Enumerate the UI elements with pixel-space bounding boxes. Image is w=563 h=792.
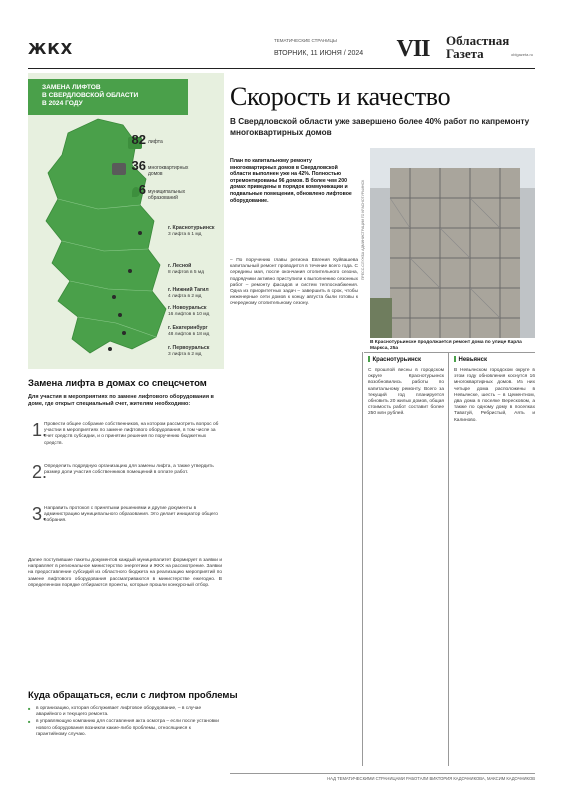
stat-buildings-value: 36 — [131, 158, 146, 173]
section-divider — [364, 352, 535, 353]
city-name: г. Екатеринбург — [168, 325, 208, 331]
city-name: г. Новоуральск — [168, 305, 207, 311]
city-lesnoy — [168, 263, 204, 276]
column-divider — [362, 352, 363, 766]
main-deck: В Свердловской области уже завершено более 40% работ по капремонту многоквартирных домов — [230, 117, 530, 137]
step-number: 3. — [32, 504, 48, 524]
main-headline: Скорость и качество — [230, 82, 451, 111]
issue-date: ВТОРНИК, 11 ИЮНЯ / 2024 — [274, 50, 364, 57]
building-photo — [370, 148, 535, 338]
newspaper-logo — [446, 34, 509, 60]
stat-municipalities-label-2: образований — [148, 195, 178, 201]
step-number: 1. — [32, 420, 48, 440]
city-krasnoturinsk — [168, 225, 214, 238]
page-footer: НАД ТЕМАТИЧЕСКИМИ СТРАНИЦАМИ РАБОТАЛИ ВИКТОРИЯ КАДОЧНИКОВА, МАКСИМ КАДОЧНИКОВ — [327, 776, 535, 781]
city-nizhny-tagil — [168, 287, 209, 300]
city-pervouralsk — [168, 345, 209, 358]
problems-list — [28, 706, 222, 739]
city-dot — [118, 313, 122, 317]
city-detail: 3 лифта в 1 мд — [168, 232, 202, 237]
logo-line-1: Областная — [446, 33, 510, 48]
city-name: г. Первоуральск — [168, 345, 210, 351]
infographic-title-3: В 2024 ГОДУ — [42, 100, 83, 107]
infographic-panel — [28, 73, 224, 369]
step-number: 2. — [32, 462, 48, 482]
city-novouralsk — [168, 305, 209, 318]
city-detail: 48 лифтов в 18 мд — [168, 332, 210, 337]
page-header — [28, 34, 535, 66]
page-number: VII — [396, 36, 430, 62]
step-item — [28, 504, 222, 546]
scaffolding-image — [370, 148, 535, 338]
problems-list-item: ■ в организацию, которая обслуживает лифтовое оборудование, – в случае аварийного и текущего ремонта. — [28, 706, 222, 718]
infographic-title-1: ЗАМЕНА ЛИФТОВ — [42, 84, 101, 91]
city-detail: 3 лифта в 2 мд — [168, 352, 202, 357]
step-text: Направить протокол с принятыми решениями и другие документы в администрацию муниципального образования. Это делает инициатор общего собрания. — [44, 506, 218, 524]
infographic-banner — [28, 79, 188, 115]
column-divider — [448, 352, 449, 766]
left-article-body: Далее поступившие пакеты документов каждый муниципалитет формирует в заявки и направляет в региональное министерство энергетики и ЖКХ на рассмотрение. Заявки на предоставление субсидий из областного бюджета на реализацию мероприятий по замене лифтового оборудования рассматриваются в министерстве ежегодно. В определенном порядке отбираются проекты, которые прошли конкурсный отбор. — [28, 558, 222, 588]
main-column-1: – По поручению главы региона Евгения Куйвашева капитальный ремонт проводится в течение всего года. С середины мая, после окончания отопительного сезона, подрядчики активно приступили к выполнению сезонных работ – ремонту фасадов и систем теплоснабжения. Одна из приоритетных задач – завершить в срок, чтобы инженерные сети домов к концу августа были готовы к очередному отопительному сезону. — [230, 258, 358, 307]
city-dot — [138, 231, 142, 235]
step-text: Определить подрядную организацию для замены лифта, а также утвердить размер доли участия собственников помещений в оплате работ. — [44, 464, 214, 476]
stat-buildings — [131, 158, 189, 177]
main-column-3: В Невьянском городском округе в этом году обновления коснутся 16 многоквартирных домов. Из них четыре дома расположены в Невьянске, шесть – в Цементном, два дома в поселке Вересковом, а также по одному дому в поселках Таватуй, Ребристый, Аять и Калиново. — [454, 368, 535, 423]
left-article-title-2: Куда обращаться, если с лифтом проблемы — [28, 690, 238, 701]
city-dot — [128, 269, 132, 273]
main-lead: План по капитальному ремонту многоквартирных домов в Свердловской области выполнен уже на 42%. Полностью отремонтированы 96 домов. В более чем 200 домах приведены в порядок коммуникации и подвальные помещения, обновлено лифтовое оборудование. — [230, 158, 352, 204]
stat-elevators — [131, 132, 163, 147]
stat-municipalities — [138, 182, 186, 201]
city-detail: 8 лифтов в 5 мд — [168, 270, 204, 275]
stat-municipalities-label-1: муниципальных — [148, 189, 186, 195]
photo-credit: ПРЕСС-СЛУЖБА АДМИНИСТРАЦИИ ГО КРАСНОТУРЬИНСК — [361, 179, 365, 280]
site-url[interactable]: oblgazeta.ru — [511, 52, 534, 57]
photo-caption: В Краснотурьинске продолжается ремонт дома по улице Карла Маркса, 25а — [370, 340, 522, 351]
stat-elevators-label: лифта — [148, 139, 163, 145]
section-title: ЖКХ — [28, 40, 74, 58]
city-detail: 16 лифтов в 10 мд — [168, 312, 210, 317]
city-dot — [122, 331, 126, 335]
stat-municipalities-value: 6 — [138, 182, 146, 197]
problems-list-item: ■ в управляющую компанию для составления акта осмотра – если после установки нового оборудования возникли какие-либо проблемы, относящиеся к гарантийному случаю. — [28, 719, 222, 738]
left-article-subtitle: Для участия в мероприятиях по замене лифтового оборудования в доме, где открыт специальный счет, жителям необходимо: — [28, 394, 214, 407]
city-name: г. Краснотурьинск — [168, 225, 215, 231]
left-article-title: Замена лифта в домах со спецсчетом — [28, 378, 207, 389]
step-text: Провести общее собрание собственников, на котором рассмотреть вопрос об участии в мероприятиях по замене лифтового оборудования, в том числе за счет средств субсидии, и о принятии решения по поручению бюджетных средств. — [44, 422, 219, 446]
stat-buildings-label-1: многоквартирных — [148, 165, 189, 171]
stat-elevators-value: 82 — [131, 132, 146, 147]
column-heading-nevyansk: Невьянск — [454, 356, 487, 363]
main-column-2: С прошлой весны в городском округе Краснотурьинск возобновились работы по капитальному ремонту. Всего за текущий год планируется обновить 20 жилых домов, общая стоимость работ составит более 250 млн рублей. — [368, 368, 444, 417]
city-name: г. Лесной — [168, 263, 192, 269]
step-item — [28, 420, 222, 462]
step-item — [28, 462, 222, 504]
logo-line-2: Газета — [446, 46, 484, 61]
steps-list — [28, 420, 222, 546]
header-divider — [28, 68, 535, 69]
column-heading-krasnoturinsk: Краснотурьинск — [368, 356, 421, 363]
infographic-title-2: В СВЕРДЛОВСКОЙ ОБЛАСТИ — [42, 92, 139, 99]
footer-divider — [230, 773, 535, 774]
city-dot — [108, 347, 112, 351]
city-ekaterinburg — [168, 325, 209, 338]
city-dot — [112, 295, 116, 299]
stat-buildings-label-2: домов — [148, 171, 163, 177]
city-detail: 4 лифта в 2 мд — [168, 294, 202, 299]
header-meta: ТЕМАТИЧЕСКИЕ СТРАНИЦЫ — [274, 38, 337, 43]
city-name: г. Нижний Тагил — [168, 287, 209, 293]
